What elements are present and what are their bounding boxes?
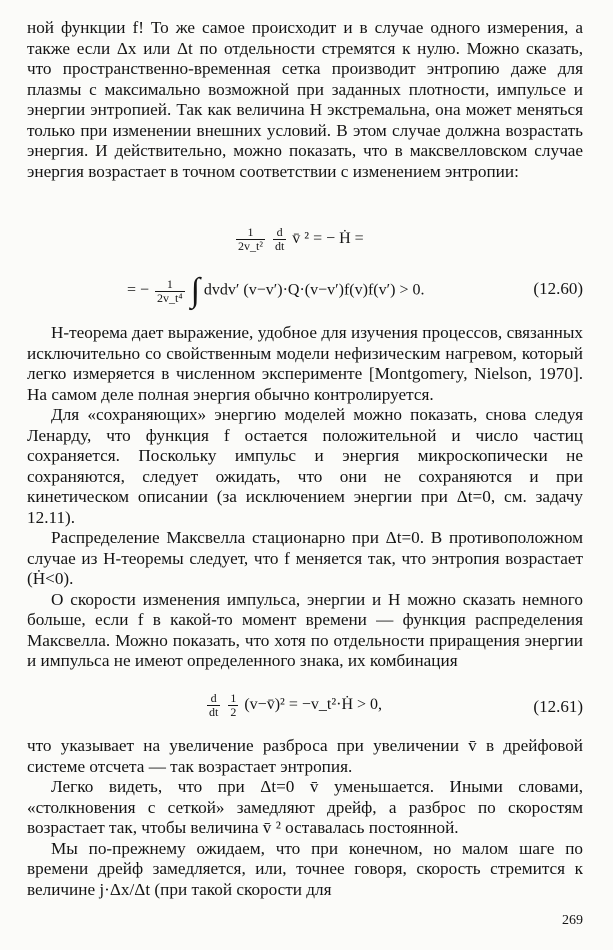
equation-12-60: [27, 226, 583, 316]
equation-line-1: $\frac{1}{\text{2v\_t²}}$ $\frac{d}{dt}$ v̄ ² = − Ḣ =: [238, 225, 364, 253]
paragraph: О скорости изменения импульса, энергии и H можно сказать немного больше, если f в какой-то момент времени — функция распределения Максвелла. Можно показать, что хотя по отдельности приращения энергии и импульса не имеют определенного знака, их комбинация: [27, 589, 583, 670]
paragraph: ной функции f! То же самое происходит и в случае одного измерения, а также если Δx или Δt по отдельности стремятся к нулю. Можно сказать, что пространственно-временная сетка производит энтропию даже для плазмы с максимально возможной при заданных плотности, импульсе и энергии энтропией. Так как величина H экстремальна, она может меняться только при изменении внешних условий. В этом случае должна возрастать энергия. И действительно, можно показать, что в максвелловском случае энергия возрастает в точном соответствии с изменением энтропии:: [27, 18, 583, 181]
paragraph: Легко видеть, что при Δt=0 v̄ уменьшается. Иными словами, «столкновения с сеткой» замедляют дрейф, а разброс по скоростям возрастает так, чтобы величина v̄ ² оставалась постоянной.: [27, 777, 583, 837]
page-number: 269: [562, 913, 583, 928]
equation-line: $\frac{d}{dt}$ $\frac{1}{2}$ (v−v̄)² = −v_t²·Ḣ > 0,: [209, 691, 383, 719]
paragraph: H-теорема дает выражение, удобное для изучения процессов, связанных исключительно со свойственным модели нефизическим нагревом, который легко измеряется в численном эксперименте [Montgomery, Nielson, 1970]. На самом деле полная энергия обычно контролируется.: [27, 323, 583, 404]
text-block-top: [27, 18, 583, 182]
paragraph: Для «сохраняющих» энергию моделей можно показать, снова следуя Ленарду, что функция f остается положительной и число частиц сохраняется. Поскольку импульс и энергия микроскопически не сохраняются, следует ожидать, что они не сохраняются и при кинетическом описании (за исключением энергии при Δt=0, см. задачу 12.11).: [27, 405, 583, 527]
text-block-middle: [27, 323, 583, 672]
paragraph: Распределение Максвелла стационарно при Δt=0. В противоположном случае из H-теоремы следует, что f меняется так, что энтропия возрастает (Ḣ<0).: [27, 528, 583, 588]
integral-sign: ∫: [190, 272, 200, 309]
equation-number: (12.60): [533, 279, 583, 298]
equation-12-61: [27, 690, 583, 724]
paragraph: что указывает на увеличение разброса при увеличении v̄ в дрейфовой системе отсчета — так возрастает энтропия.: [27, 736, 583, 776]
equation-number: (12.61): [533, 697, 583, 716]
text-block-bottom: [27, 736, 583, 900]
equation-line-2: = − $\frac{1}{\text{2v\_t⁴}}$ ∫ dvdv′ (v−v′)·Q·(v−v′)f(v)f(v′) > 0.: [127, 272, 425, 309]
paragraph: Мы по-прежнему ожидаем, что при конечном, но малом шаге по времени дрейф замедляется, или, точнее говоря, скорость стремится к величине j·Δx/Δt (при такой скорости для: [27, 838, 583, 899]
